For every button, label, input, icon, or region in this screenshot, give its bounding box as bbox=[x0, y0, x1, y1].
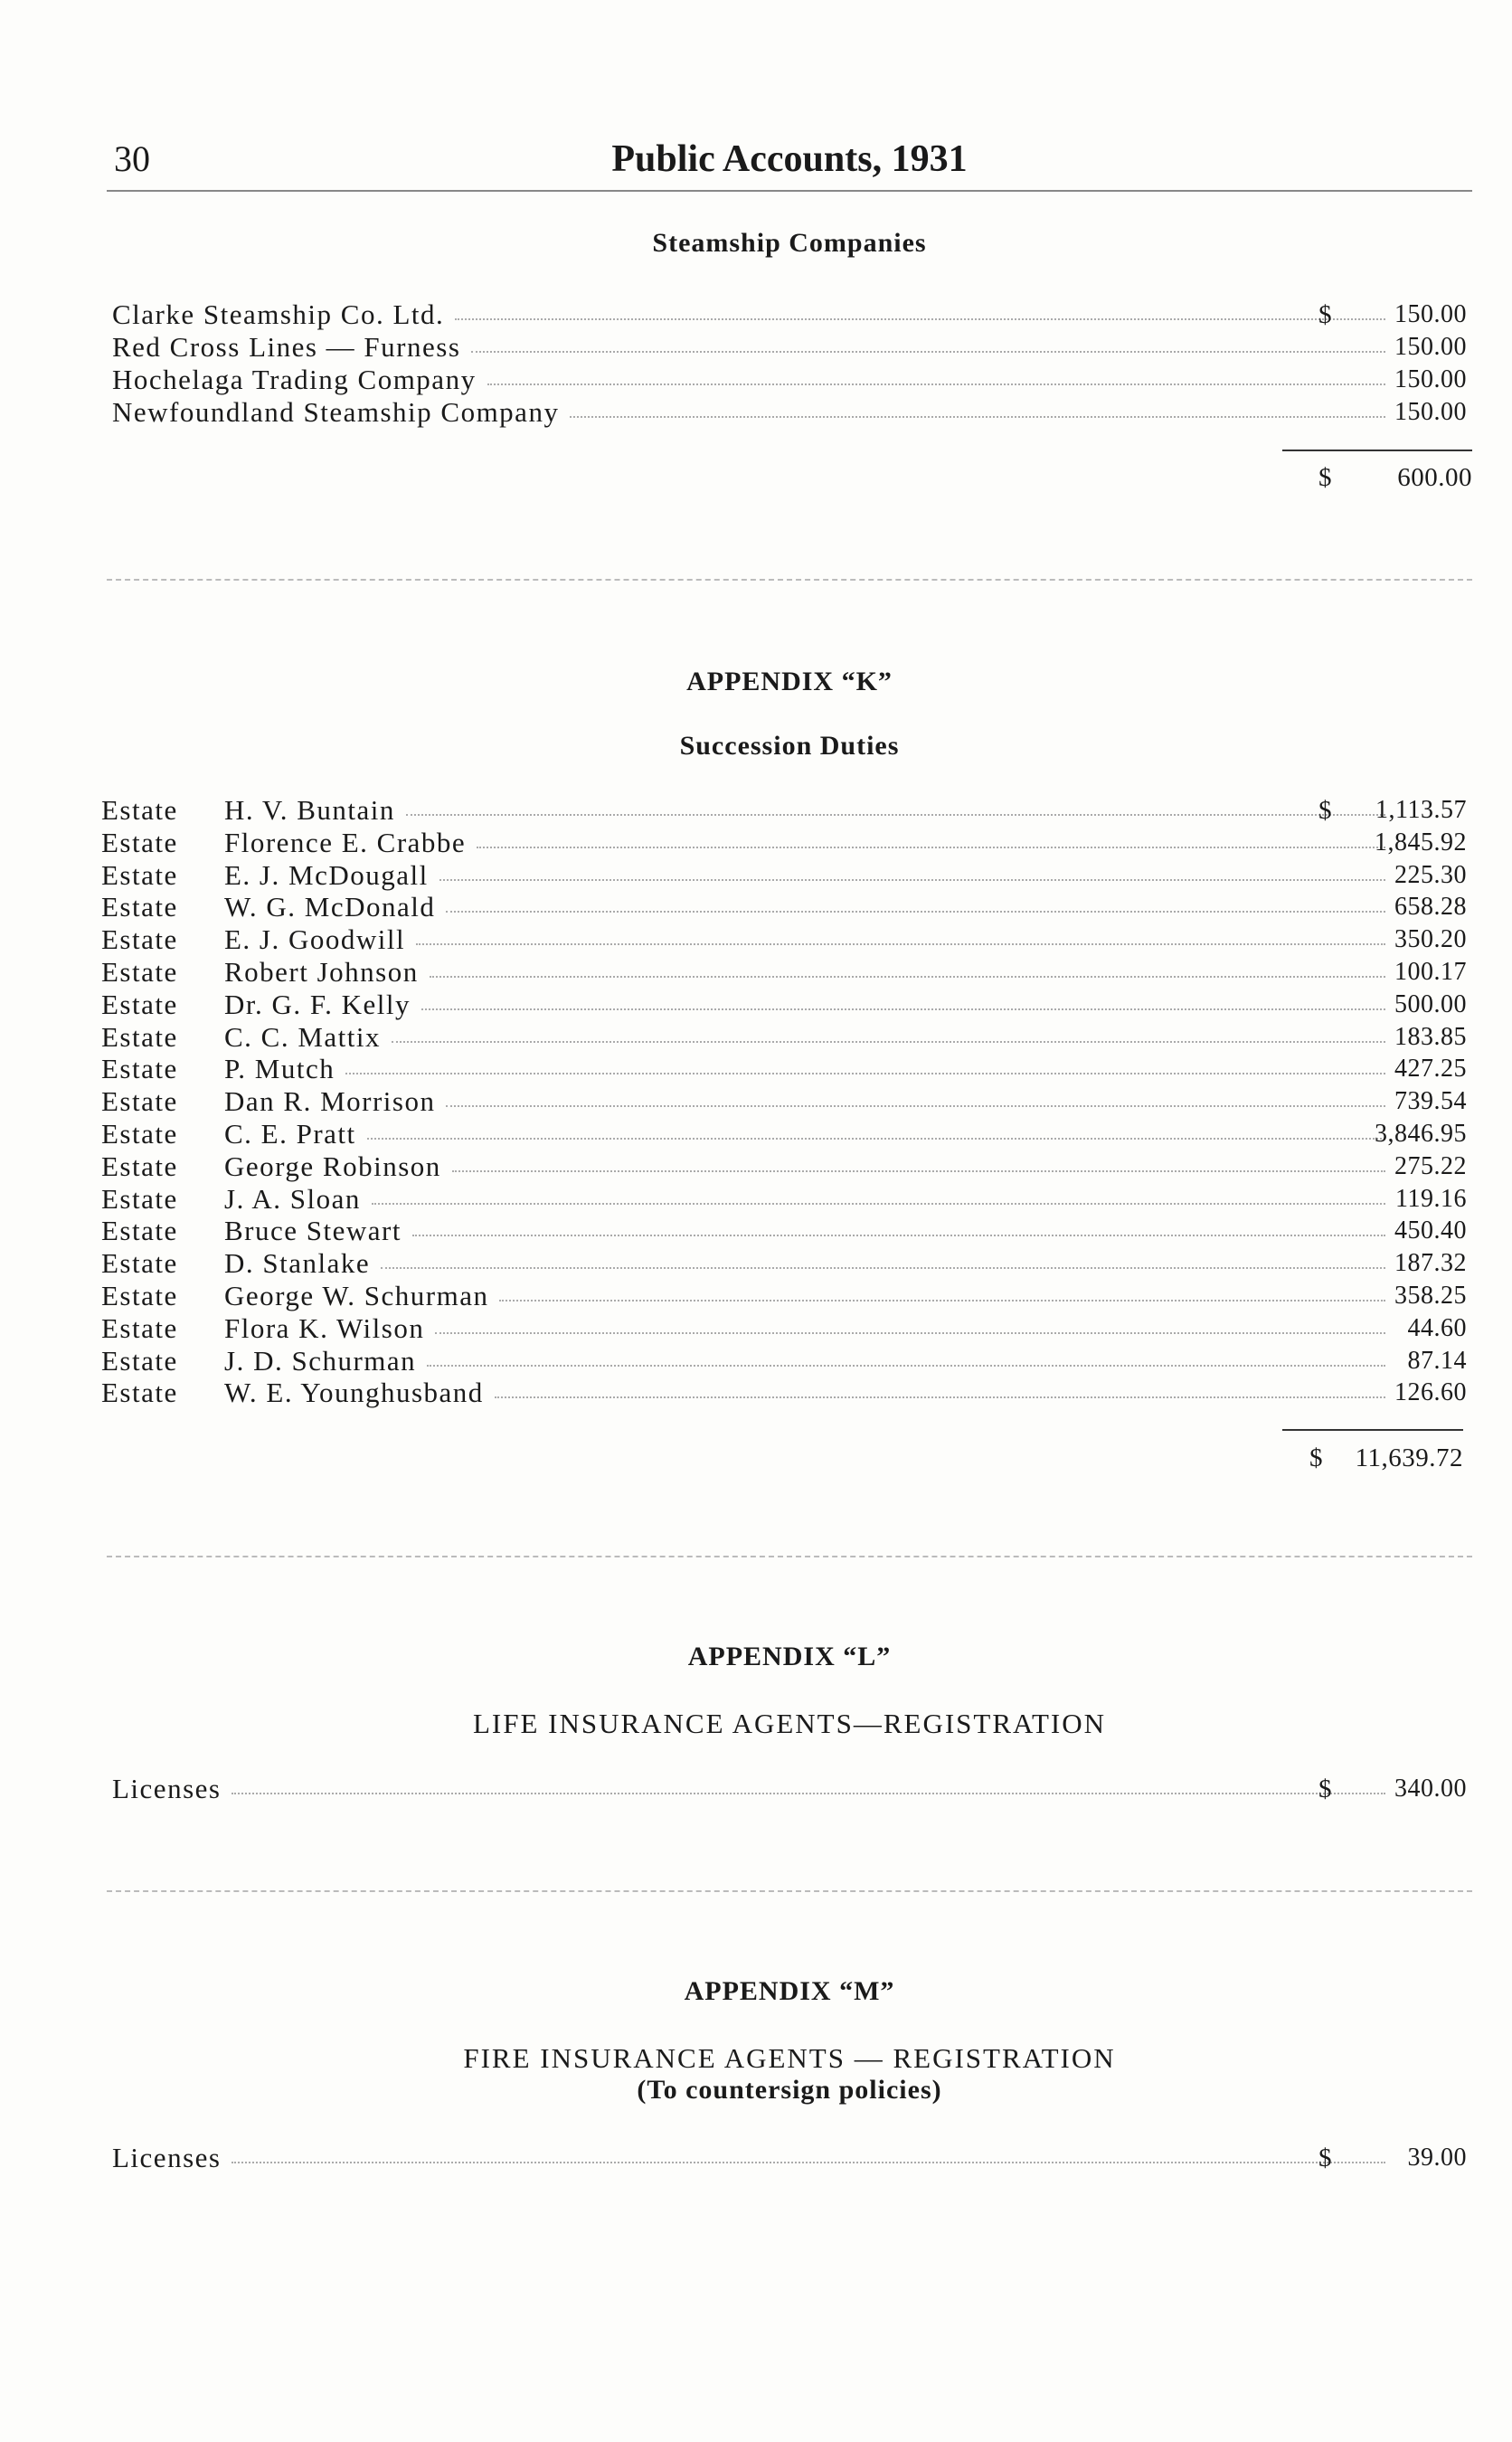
dot-leader bbox=[345, 1073, 1385, 1074]
row-dollar-sign: $ bbox=[1318, 300, 1333, 329]
row-amount: 358.25 bbox=[1394, 1282, 1467, 1310]
dot-leader bbox=[430, 976, 1385, 978]
page-number: 30 bbox=[114, 138, 150, 179]
dot-leader bbox=[416, 943, 1385, 945]
table-row bbox=[101, 1021, 1467, 1054]
table-row bbox=[101, 923, 1467, 956]
table-row bbox=[101, 956, 1467, 989]
total-amount: 600.00 bbox=[1397, 463, 1472, 492]
dot-leader bbox=[232, 1793, 1385, 1794]
row-name: C. C. Mattix bbox=[224, 1020, 382, 1053]
row-amount: 150.00 bbox=[1394, 398, 1467, 426]
dot-leader bbox=[232, 2162, 1385, 2163]
row-name: J. D. Schurman bbox=[224, 1344, 417, 1377]
table-row bbox=[101, 859, 1467, 892]
row-amount: 183.85 bbox=[1394, 1022, 1467, 1051]
row-name: H. V. Buntain bbox=[224, 794, 395, 826]
row-prefix: Estate bbox=[101, 1311, 178, 1344]
row-prefix: Estate bbox=[101, 891, 178, 923]
row-prefix: Estate bbox=[101, 826, 178, 858]
dot-leader bbox=[477, 847, 1385, 848]
appendix-k-subtitle: Succession Duties bbox=[679, 731, 900, 761]
table-row bbox=[101, 1345, 1467, 1377]
table-row bbox=[101, 1118, 1467, 1150]
row-amount: 87.14 bbox=[1407, 1346, 1467, 1375]
row-name: Robert Johnson bbox=[224, 956, 419, 988]
appendix-m-subtitle: FIRE INSURANCE AGENTS — REGISTRATION bbox=[463, 2042, 1116, 2074]
dot-leader bbox=[446, 1105, 1385, 1107]
row-amount: 450.40 bbox=[1394, 1216, 1467, 1245]
table-row bbox=[101, 1085, 1467, 1118]
row-prefix: Estate bbox=[101, 858, 178, 891]
table-row bbox=[101, 1215, 1467, 1247]
table-row bbox=[101, 1773, 1467, 1805]
row-dollar-sign: $ bbox=[1318, 796, 1333, 825]
row-amount: 150.00 bbox=[1394, 333, 1467, 361]
row-amount: 187.32 bbox=[1394, 1249, 1467, 1278]
row-name: D. Stanlake bbox=[224, 1247, 371, 1280]
row-amount: 150.00 bbox=[1394, 365, 1467, 393]
row-name: C. E. Pratt bbox=[224, 1118, 356, 1150]
row-name: W. G. McDonald bbox=[224, 891, 436, 923]
dot-leader bbox=[435, 1332, 1385, 1334]
table-row bbox=[101, 298, 1467, 331]
dot-leader bbox=[487, 383, 1385, 385]
row-name: George Robinson bbox=[224, 1150, 441, 1182]
dot-leader bbox=[427, 1365, 1385, 1367]
row-prefix: Estate bbox=[101, 1182, 178, 1215]
appendix-m-note: (To countersign policies) bbox=[637, 2075, 942, 2105]
row-amount: 275.22 bbox=[1394, 1151, 1467, 1180]
table-row bbox=[101, 1312, 1467, 1345]
row-prefix: Estate bbox=[101, 988, 178, 1020]
row-name: Bruce Stewart bbox=[224, 1215, 402, 1247]
table-row bbox=[101, 794, 1467, 827]
row-prefix: Estate bbox=[101, 923, 178, 956]
dot-leader bbox=[495, 1396, 1385, 1398]
appendix-k-total-rule bbox=[1282, 1429, 1463, 1431]
table-row bbox=[101, 989, 1467, 1021]
section-divider bbox=[107, 579, 1472, 581]
dot-leader bbox=[406, 814, 1385, 816]
total-amount: 11,639.72 bbox=[1355, 1443, 1463, 1472]
row-prefix: Estate bbox=[101, 1344, 178, 1377]
row-prefix: Estate bbox=[101, 1118, 178, 1150]
row-amount: 150.00 bbox=[1394, 300, 1467, 328]
row-prefix: Estate bbox=[101, 1020, 178, 1053]
dot-leader bbox=[412, 1235, 1385, 1236]
dot-leader bbox=[455, 318, 1385, 320]
section-divider bbox=[107, 1556, 1472, 1557]
dot-leader bbox=[392, 1041, 1385, 1043]
row-name: P. Mutch bbox=[224, 1053, 335, 1085]
dot-leader bbox=[439, 879, 1385, 881]
row-prefix: Estate bbox=[101, 1215, 178, 1247]
row-name: Red Cross Lines — Furness bbox=[112, 331, 461, 363]
section-divider bbox=[107, 1890, 1472, 1892]
dot-leader bbox=[471, 351, 1385, 353]
dot-leader bbox=[499, 1300, 1385, 1301]
table-row bbox=[101, 827, 1467, 859]
table-row bbox=[101, 1280, 1467, 1312]
row-prefix: Estate bbox=[101, 956, 178, 988]
row-dollar-sign: $ bbox=[1318, 1775, 1333, 1803]
total-dollar-sign: $ bbox=[1318, 463, 1332, 492]
row-prefix: Estate bbox=[101, 794, 178, 826]
row-amount: 350.20 bbox=[1394, 925, 1467, 954]
row-amount: 427.25 bbox=[1394, 1055, 1467, 1084]
dot-leader bbox=[421, 1008, 1385, 1010]
row-name: George W. Schurman bbox=[224, 1280, 489, 1311]
table-row bbox=[101, 364, 1467, 396]
row-amount: 500.00 bbox=[1394, 989, 1467, 1018]
dot-leader bbox=[381, 1267, 1385, 1269]
row-amount: 739.54 bbox=[1394, 1087, 1467, 1116]
row-name: Dan R. Morrison bbox=[224, 1085, 436, 1118]
total-dollar-sign: $ bbox=[1309, 1443, 1323, 1472]
row-name: J. A. Sloan bbox=[224, 1182, 361, 1215]
row-name: Clarke Steamship Co. Ltd. bbox=[112, 298, 445, 330]
row-amount: 126.60 bbox=[1394, 1378, 1467, 1407]
dot-leader bbox=[452, 1170, 1385, 1172]
steamship-total-rule bbox=[1282, 450, 1472, 451]
row-name: E. J. McDougall bbox=[224, 858, 429, 891]
header-rule bbox=[107, 190, 1472, 192]
row-dollar-sign: $ bbox=[1318, 2144, 1333, 2172]
row-name: Hochelaga Trading Company bbox=[112, 364, 477, 395]
appendix-l-subtitle: LIFE INSURANCE AGENTS—REGISTRATION bbox=[472, 1708, 1107, 1739]
appendix-l-title: APPENDIX “L” bbox=[687, 1642, 892, 1671]
table-row bbox=[101, 1247, 1467, 1280]
dot-leader bbox=[367, 1138, 1385, 1140]
row-name: Dr. G. F. Kelly bbox=[224, 988, 411, 1020]
page-header bbox=[107, 137, 1472, 192]
row-name: E. J. Goodwill bbox=[224, 923, 406, 956]
table-row bbox=[101, 1377, 1467, 1409]
row-prefix: Estate bbox=[101, 1085, 178, 1118]
page-title: Public Accounts, 1931 bbox=[611, 138, 968, 180]
row-name: Florence E. Crabbe bbox=[224, 826, 467, 858]
table-row bbox=[101, 1053, 1467, 1085]
table-row bbox=[101, 1150, 1467, 1183]
dot-leader bbox=[372, 1203, 1385, 1205]
steamship-heading: Steamship Companies bbox=[652, 228, 927, 258]
row-amount: 658.28 bbox=[1394, 893, 1467, 922]
row-name: W. E. Younghusband bbox=[224, 1377, 484, 1409]
appendix-k-title: APPENDIX “K” bbox=[686, 667, 893, 696]
appendix-m-title: APPENDIX “M” bbox=[684, 1976, 895, 2006]
row-prefix: Estate bbox=[101, 1053, 178, 1085]
dot-leader bbox=[446, 911, 1385, 913]
table-row bbox=[101, 891, 1467, 923]
row-amount: 100.17 bbox=[1394, 958, 1467, 986]
row-amount: 225.30 bbox=[1394, 860, 1467, 889]
row-amount: 340.00 bbox=[1394, 1775, 1467, 1803]
row-name: Flora K. Wilson bbox=[224, 1311, 425, 1344]
dot-leader bbox=[570, 416, 1385, 418]
row-name: Licenses bbox=[112, 1773, 222, 1804]
row-name: Licenses bbox=[112, 2142, 222, 2173]
row-amount: 1,845.92 bbox=[1375, 828, 1467, 857]
row-name: Newfoundland Steamship Company bbox=[112, 396, 560, 428]
table-row bbox=[101, 2142, 1467, 2174]
table-row bbox=[101, 331, 1467, 364]
row-prefix: Estate bbox=[101, 1150, 178, 1182]
row-amount: 3,846.95 bbox=[1375, 1120, 1467, 1148]
row-prefix: Estate bbox=[101, 1280, 178, 1311]
row-prefix: Estate bbox=[101, 1377, 178, 1409]
row-amount: 39.00 bbox=[1407, 2144, 1467, 2172]
row-prefix: Estate bbox=[101, 1247, 178, 1280]
row-amount: 119.16 bbox=[1395, 1184, 1467, 1213]
row-amount: 1,113.57 bbox=[1375, 796, 1467, 824]
table-row bbox=[101, 1183, 1467, 1216]
row-amount: 44.60 bbox=[1407, 1313, 1467, 1342]
table-row bbox=[101, 396, 1467, 429]
